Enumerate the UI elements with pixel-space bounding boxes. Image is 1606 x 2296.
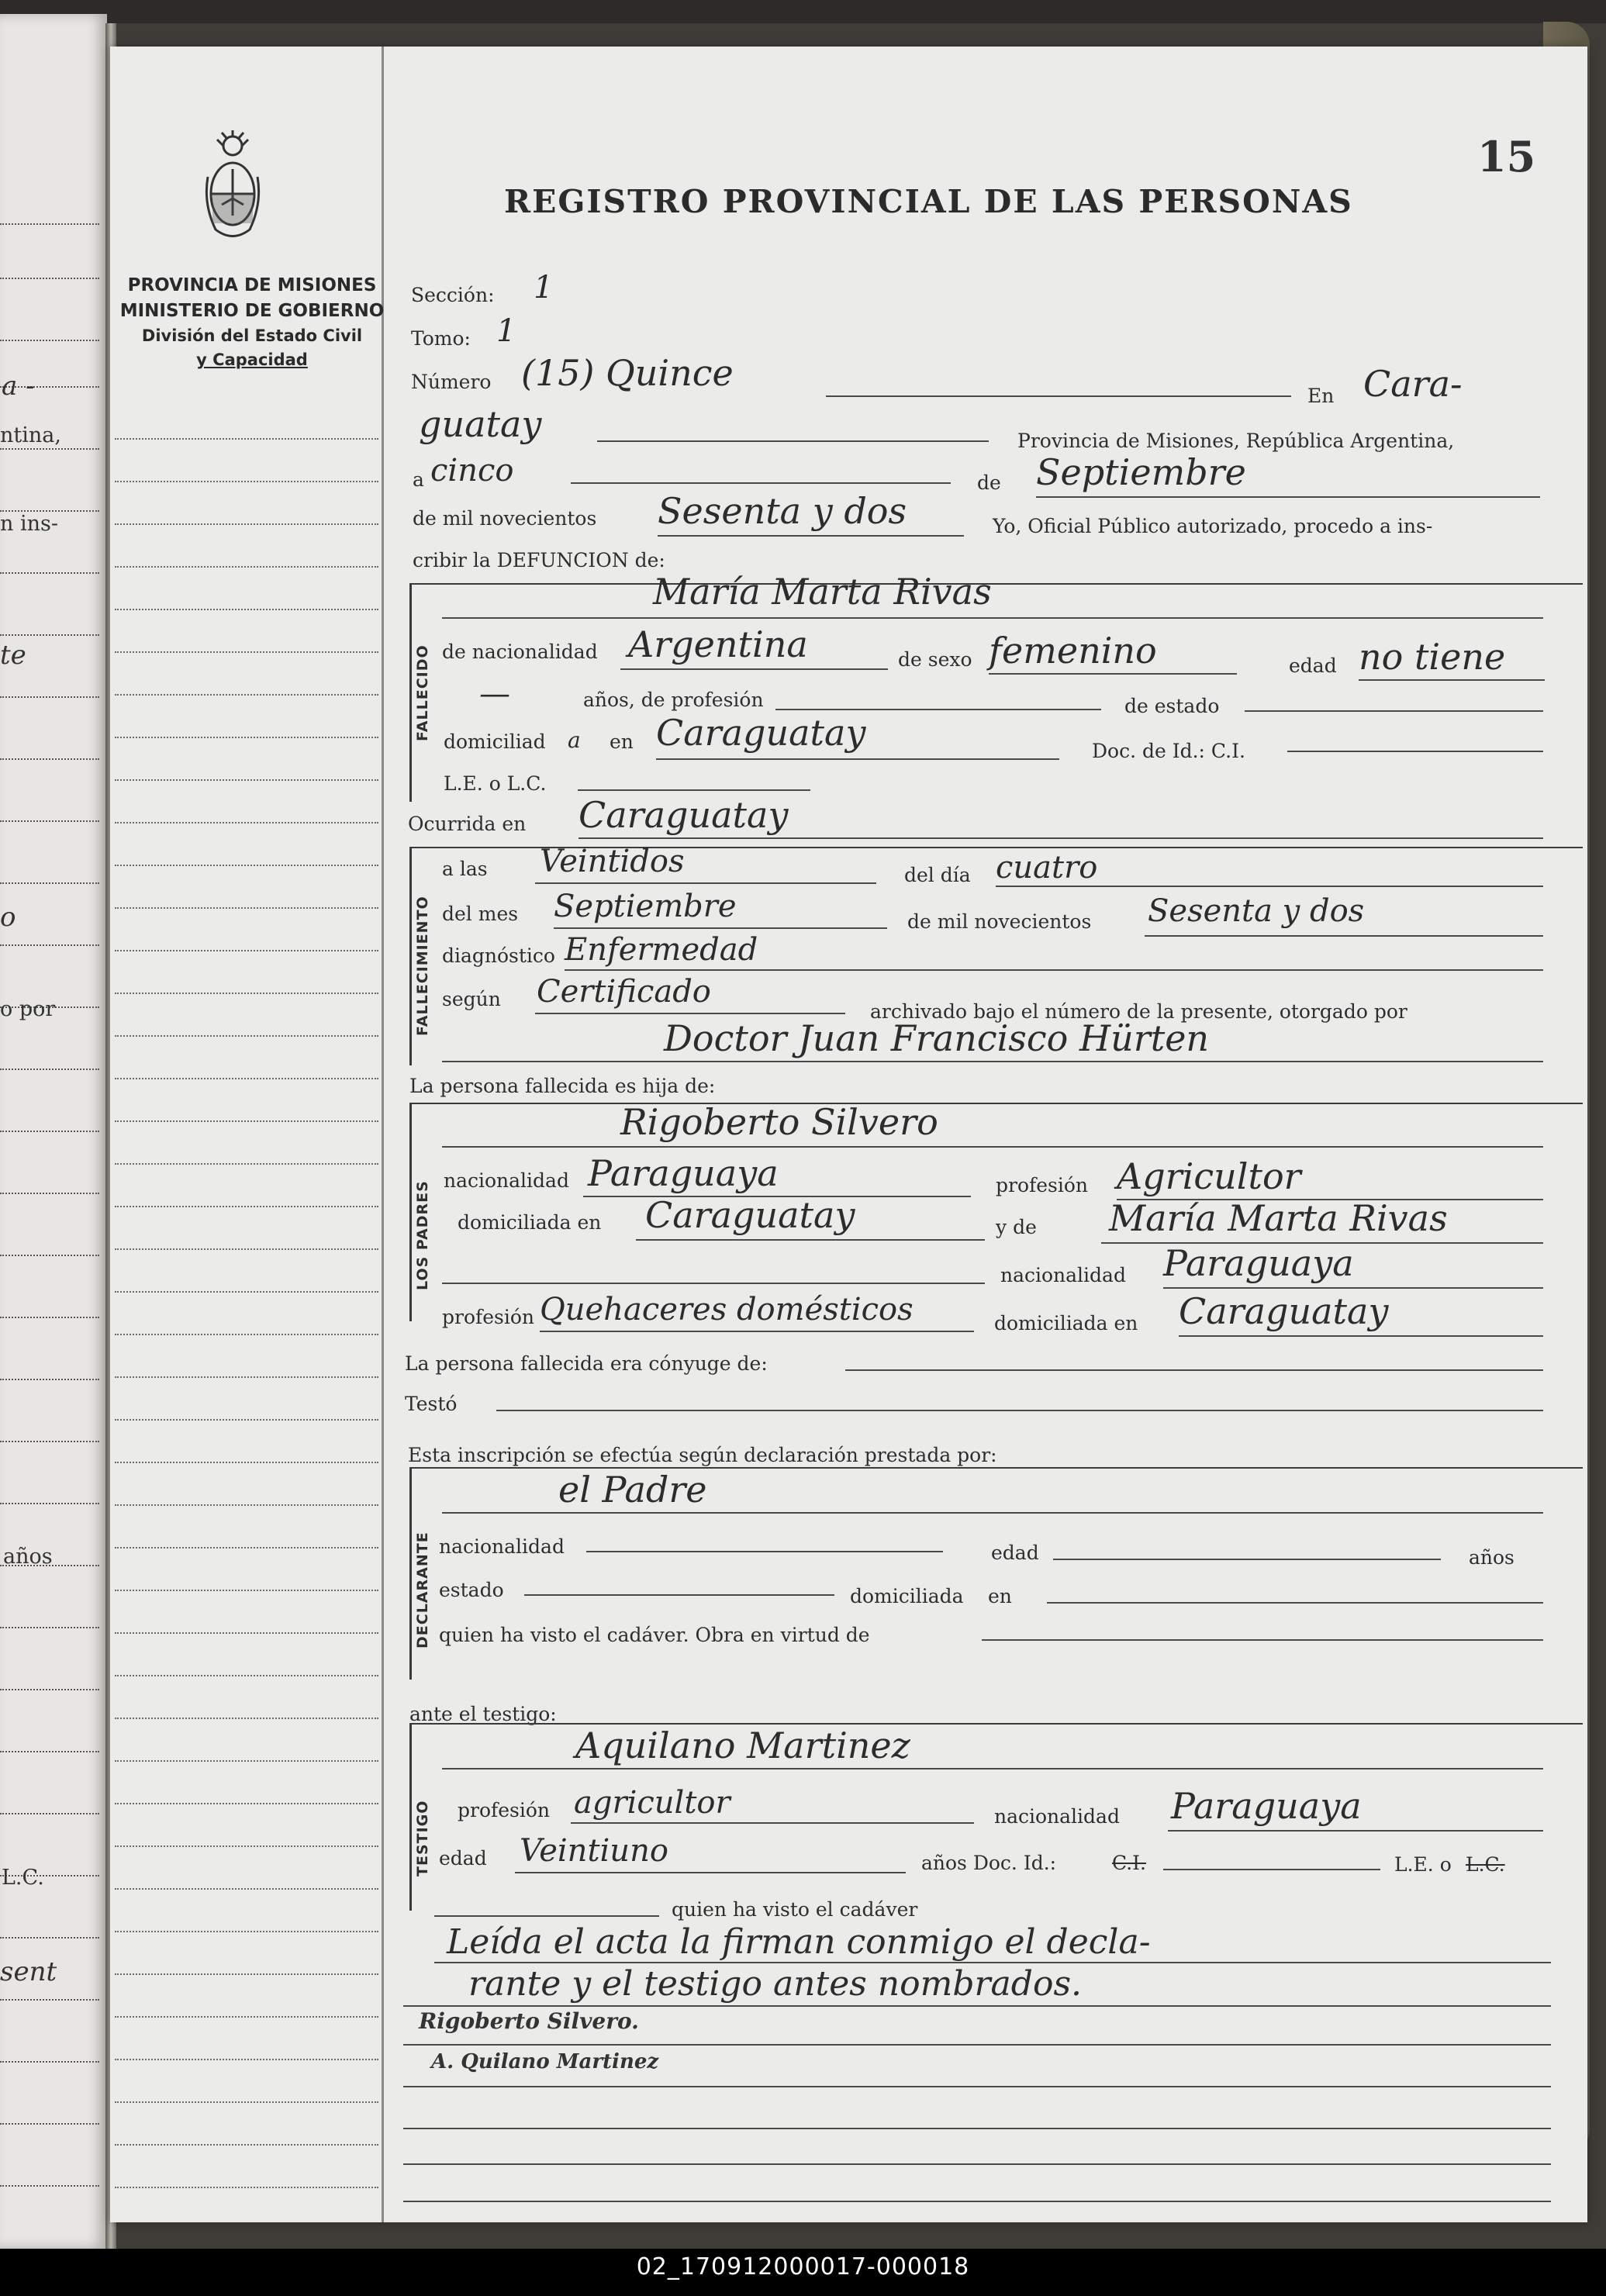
- testigo-ci-label: C.I.: [1112, 1852, 1147, 1874]
- left-page-fragment: te: [0, 640, 26, 671]
- testigo-edad-label: edad: [439, 1847, 487, 1870]
- declaracion-label: Esta inscripción se efectúa según declaración prestada por:: [408, 1444, 997, 1466]
- diagnostico-value: Enfermedad: [565, 932, 758, 968]
- margin-divider: [382, 47, 384, 2222]
- left-page-fragment: a -: [2, 371, 35, 402]
- padre-profesion-label: profesión: [996, 1174, 1089, 1196]
- declarante-en-label: en: [988, 1585, 1012, 1607]
- cierre-linea-1: Leída el acta la firman conmigo el decla-: [447, 1922, 1151, 1962]
- edad-value: no tiene: [1359, 636, 1506, 678]
- padre-domiciliada-label: domiciliada en: [458, 1211, 602, 1234]
- mes-value: Septiembre: [1036, 451, 1246, 493]
- testigo-le-label: L.E. o: [1394, 1853, 1452, 1876]
- a-las-label: a las: [442, 858, 488, 880]
- del-dia-label: del día: [904, 864, 971, 886]
- madre-domicilio-value: Caraguatay: [1179, 1290, 1389, 1332]
- en-value: Cara-: [1363, 363, 1463, 405]
- inscribir-label: cribir la DEFUNCION de:: [413, 549, 665, 571]
- edad-label: edad: [1289, 654, 1337, 677]
- left-page-fragment: o por: [0, 997, 56, 1021]
- hija-de-label: La persona fallecida es hija de:: [409, 1075, 716, 1097]
- padres-section-label: LOS PADRES: [414, 1180, 431, 1290]
- anio-value: Sesenta y dos: [658, 490, 907, 532]
- testigo-edad-value: Veintiuno: [520, 1833, 668, 1869]
- tomo-value: 1: [496, 313, 516, 349]
- domiciliad-label: domiciliad: [444, 730, 546, 753]
- testigo-anios-doc-label: años Doc. Id.:: [921, 1852, 1057, 1874]
- mil-novecientos-label: de mil novecientos: [413, 507, 597, 530]
- page-title: REGISTRO PROVINCIAL DE LAS PERSONAS: [504, 183, 1353, 220]
- declarante-quien-label: quien ha visto el cadáver. Obra en virtud de: [439, 1624, 870, 1646]
- de-label: de: [977, 471, 1001, 494]
- testigo-section-label: TESTIGO: [414, 1800, 431, 1877]
- ocurrida-label: Ocurrida en: [408, 813, 527, 835]
- left-page-fragment: ntina,: [0, 423, 61, 447]
- madre-nacionalidad-value: Paraguaya: [1163, 1242, 1354, 1284]
- mes-value: Septiembre: [554, 889, 737, 924]
- firma-testigo: A. Quilano Martinez: [431, 2050, 659, 2073]
- padre-nombre: Rigoberto Silvero: [620, 1101, 938, 1143]
- left-page-fragment: sent: [0, 1956, 57, 1987]
- testo-label: Testó: [405, 1393, 458, 1415]
- cierre-linea-2: rante y el testigo antes nombrados.: [468, 1964, 1083, 2004]
- y-de-label: y de: [996, 1216, 1037, 1238]
- declarante-edad-label: edad: [991, 1542, 1039, 1564]
- declarante-domiciliada-label: domiciliada: [850, 1585, 964, 1607]
- left-page-fragment: años: [3, 1545, 53, 1569]
- firma-declarante: Rigoberto Silvero.: [419, 2008, 639, 2034]
- madre-domiciliada-label: domiciliada en: [994, 1312, 1138, 1334]
- madre-nacionalidad-label: nacionalidad: [1000, 1264, 1126, 1286]
- domicilio-en-label: en: [610, 730, 634, 753]
- nacionalidad-label: de nacionalidad: [442, 640, 598, 663]
- fallecido-nombre: María Marta Rivas: [653, 571, 992, 613]
- division-capacidad: y Capacidad: [196, 350, 308, 369]
- testigo-profesion-value: agricultor: [574, 1785, 730, 1821]
- diagnostico-label: diagnóstico: [442, 944, 555, 967]
- en-label: En: [1307, 385, 1335, 407]
- declarante-section-label: DECLARANTE: [414, 1531, 431, 1649]
- madre-nombre: María Marta Rivas: [1109, 1197, 1448, 1239]
- issuer-block: [116, 273, 388, 372]
- del-mes-label: del mes: [442, 903, 519, 925]
- declarante-nombre: el Padre: [558, 1469, 707, 1511]
- madre-profesion-value: Quehaceres domésticos: [540, 1292, 914, 1328]
- conyuge-label: La persona fallecida era cónyuge de:: [405, 1352, 768, 1375]
- doc-id-label: Doc. de Id.: C.I.: [1092, 740, 1245, 762]
- page-number: 15: [1477, 132, 1536, 181]
- coat-of-arms-icon: [200, 130, 265, 247]
- declarante-nacionalidad-label: nacionalidad: [439, 1535, 565, 1558]
- padre-profesion-value: Agricultor: [1117, 1155, 1301, 1197]
- place-continuation: guatay: [419, 403, 542, 445]
- testigo-nombre: Aquilano Martinez: [575, 1725, 910, 1766]
- segun-label: según: [442, 988, 501, 1010]
- provincia-label: Provincia de Misiones, República Argentina,: [1017, 430, 1455, 452]
- testigo-nacionalidad-label: nacionalidad: [994, 1805, 1120, 1828]
- left-page-fragment: n ins-: [0, 512, 58, 536]
- sexo-label: de sexo: [898, 648, 972, 671]
- ministry-name: MINISTERIO DE GOBIERNO: [119, 301, 385, 321]
- ante-testigo-label: ante el testigo:: [409, 1703, 557, 1725]
- numero-value: (15) Quince: [521, 352, 734, 394]
- a-label: a: [413, 468, 424, 491]
- hora-value: Veintidos: [540, 844, 685, 879]
- seccion-label: Sección:: [411, 284, 495, 306]
- oficial-label: Yo, Oficial Público autorizado, procedo a ins-: [993, 515, 1433, 537]
- madre-profesion-label: profesión: [442, 1306, 535, 1328]
- testigo-profesion-label: profesión: [458, 1799, 551, 1821]
- left-facing-page: [0, 14, 107, 2249]
- testigo-quien-label: quien ha visto el cadáver: [672, 1898, 918, 1921]
- left-page-fragment: L.C.: [2, 1866, 44, 1890]
- photo-top-edge: [0, 0, 1606, 23]
- anios-dash: —: [479, 676, 510, 712]
- estado-label: de estado: [1124, 695, 1220, 717]
- dia-value: cuatro: [996, 850, 1098, 886]
- nacionalidad-value: Argentina: [628, 623, 808, 665]
- anios-profesion-label: años, de profesión: [583, 689, 764, 711]
- file-id-label: 02_170912000017-000018: [636, 2253, 970, 2280]
- padre-nacionalidad-label: nacionalidad: [444, 1169, 569, 1192]
- domicilio-value: Caraguatay: [656, 712, 866, 754]
- numero-label: Número: [411, 371, 492, 393]
- ocurrida-value: Caraguatay: [579, 794, 789, 836]
- declarante-estado-label: estado: [439, 1579, 504, 1601]
- fallecimiento-section-label: FALLECIMIENTO: [414, 896, 431, 1036]
- archivado-label: archivado bajo el número de la presente, otorgado por: [870, 1000, 1407, 1023]
- declarante-anios-label: años: [1469, 1546, 1514, 1569]
- testigo-nacionalidad-value: Paraguaya: [1171, 1785, 1362, 1827]
- seccion-value: 1: [534, 270, 554, 306]
- left-page-fragment: o: [0, 902, 16, 933]
- testigo-lc-label: L.C.: [1466, 1853, 1505, 1876]
- mil-novecientos-label: de mil novecientos: [907, 910, 1092, 933]
- division-name: División del Estado Civil: [141, 326, 363, 345]
- tomo-label: Tomo:: [411, 327, 471, 350]
- sexo-value: femenino: [989, 630, 1157, 672]
- segun-value: Certificado: [537, 974, 711, 1010]
- padre-domicilio-value: Caraguatay: [645, 1194, 855, 1236]
- anio-value: Sesenta y dos: [1148, 893, 1365, 929]
- fallecido-section-label: FALLECIDO: [414, 644, 431, 741]
- le-lc-label: L.E. o L.C.: [444, 772, 547, 795]
- domiciliad-suffix: a: [568, 727, 581, 753]
- doctor-value: Doctor Juan Francisco Hürten: [664, 1017, 1210, 1059]
- dia-value: cinco: [430, 453, 514, 489]
- padre-nacionalidad-value: Paraguaya: [588, 1152, 779, 1194]
- province-name: PROVINCIA DE MISIONES: [127, 275, 377, 295]
